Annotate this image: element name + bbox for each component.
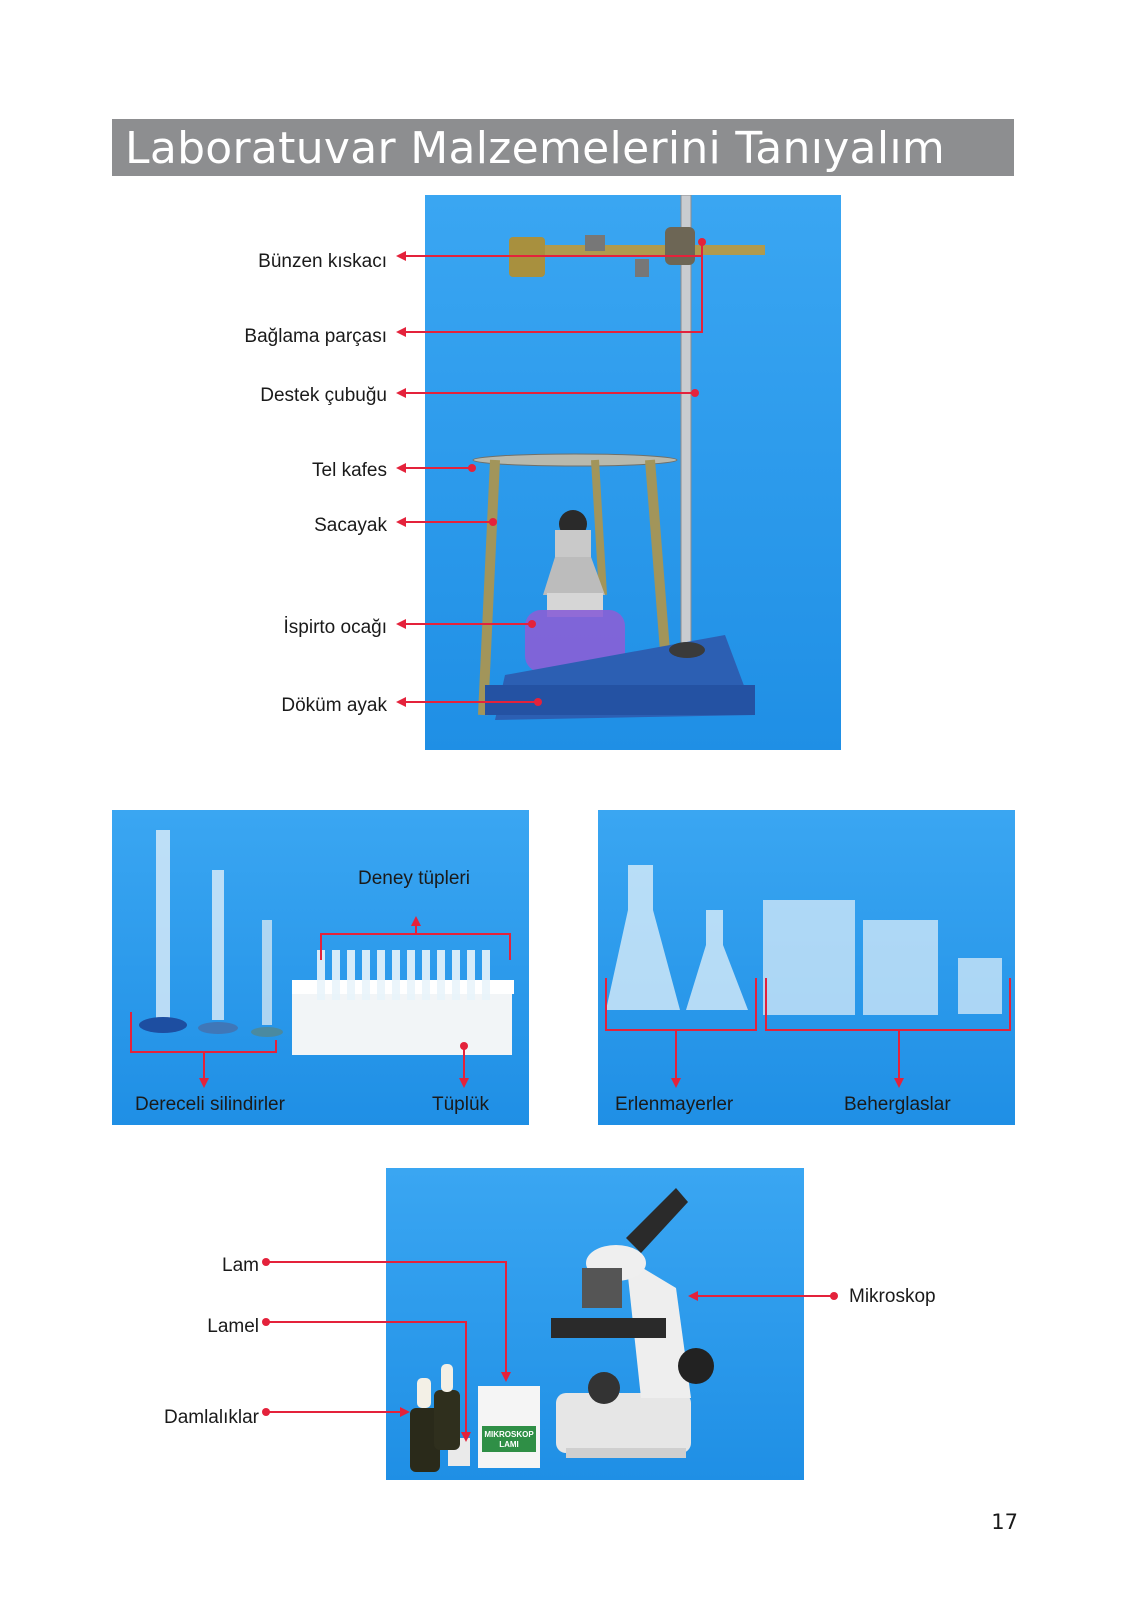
stand-illustration <box>425 195 841 750</box>
page-number: 17 <box>991 1510 1018 1534</box>
destek-cubugu-label: Destek çubuğu <box>260 385 387 406</box>
page-title: Laboratuvar Malzemelerini Tanıyalım <box>125 123 946 174</box>
glassware-photo <box>598 810 1015 1125</box>
microscope-photo <box>386 1168 804 1480</box>
ispirto-ocagi-label: İspirto ocağı <box>283 617 387 638</box>
stand-photo <box>425 195 841 750</box>
dereceli-silindirler-label: Dereceli silindirler <box>135 1094 285 1115</box>
tubes-illustration <box>112 810 529 1125</box>
beherglaslar-label: Beherglaslar <box>844 1094 951 1115</box>
deney-tupleri-label: Deney tüpleri <box>358 868 470 889</box>
box-text-line2: LAMI <box>499 1440 519 1449</box>
title-bar <box>112 119 1014 176</box>
glassware-illustration <box>598 810 1015 1125</box>
box-text-line1: MIKROSKOP <box>484 1430 534 1439</box>
tupluk-label: Tüplük <box>432 1094 490 1115</box>
lamel-label: Lamel <box>207 1316 259 1337</box>
dokum-ayak-label: Döküm ayak <box>281 695 387 716</box>
tel-kafes-label: Tel kafes <box>312 460 387 481</box>
sacayak-label: Sacayak <box>314 515 387 536</box>
bunzen-kiskaci-label: Bünzen kıskacı <box>258 251 387 272</box>
erlenmayerler-label: Erlenmayerler <box>615 1094 734 1115</box>
tubes-photo <box>112 810 529 1125</box>
mikroskop-label: Mikroskop <box>849 1286 936 1307</box>
baglama-parcasi-label: Bağlama parçası <box>244 326 387 347</box>
damlaliklar-label: Damlalıklar <box>163 1407 259 1428</box>
lam-label: Lam <box>222 1255 259 1276</box>
microscope-illustration <box>386 1168 804 1480</box>
